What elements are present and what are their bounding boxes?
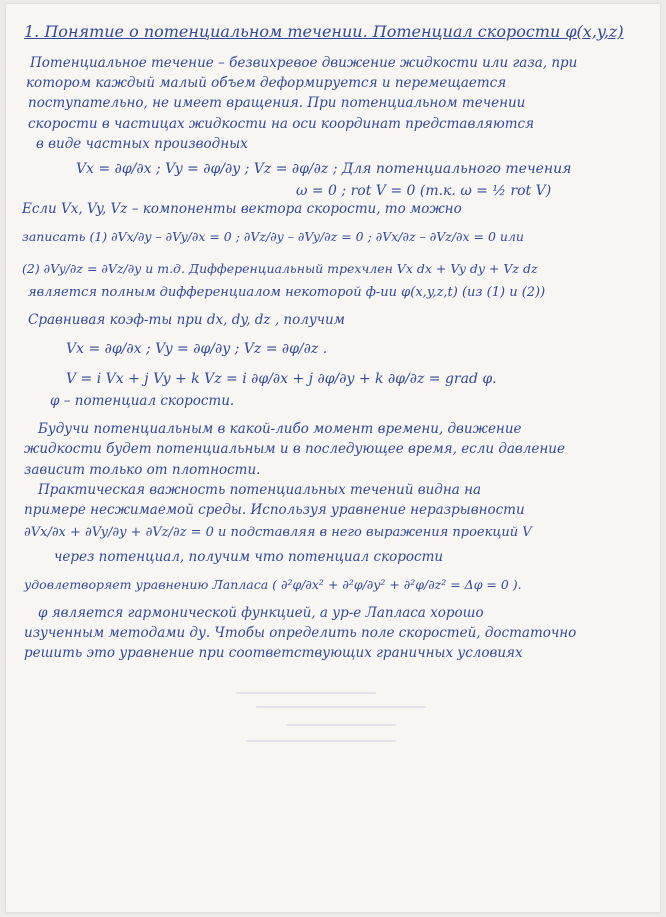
text-line: поступательно, не имеет вращения. При потенциальном течении <box>28 95 526 111</box>
text-line: Потенциальное течение – безвихревое движение жидкости или газа, при <box>30 55 578 71</box>
text-line: котором каждый малый объем деформируется и перемещается <box>26 75 507 91</box>
formula-line: (2) ∂Vy/∂z = ∂Vz/∂y и т.д. Дифференциальный трехчлен Vx dx + Vy dy + Vz dz <box>22 261 538 276</box>
formula-line: Vx = ∂φ/∂x ; Vy = ∂φ/∂y ; Vz = ∂φ/∂z . <box>66 341 328 357</box>
text-line: Если Vx, Vy, Vz – компоненты вектора скорости, то можно <box>22 201 462 217</box>
text-line: через потенциал, получим что потенциал скорости <box>54 549 444 565</box>
text-line: зависит только от плотности. <box>24 462 261 478</box>
text-line: примере несжимаемой среды. Используя уравнение неразрывности <box>24 502 525 518</box>
text-line: изученным методами ду. Чтобы определить поле скоростей, достаточно <box>24 625 577 641</box>
formula-line: Vx = ∂φ/∂x ; Vy = ∂φ/∂y ; Vz = ∂φ/∂z ; Для потенциального течения <box>76 161 572 177</box>
text-line: решить это уравнение при соответствующих граничных условиях <box>24 645 523 661</box>
formula-line: ∂Vx/∂x + ∂Vy/∂y + ∂Vz/∂z = 0 и подставляя в него выражения проекций V <box>24 525 532 540</box>
formula-line: записать (1) ∂Vx/∂y – ∂Vy/∂x = 0 ; ∂Vz/∂y – ∂Vy/∂z = 0 ; ∂Vx/∂z – ∂Vz/∂x = 0 или <box>22 229 524 244</box>
text-line: является полным дифференциалом некоторой ф-ии φ(x,y,z,t) (из (1) и (2)) <box>28 285 546 300</box>
show-through-marks <box>226 684 466 754</box>
text-line: φ – потенциал скорости. <box>50 393 235 409</box>
text-line: Практическая важность потенциальных течений видна на <box>38 482 482 498</box>
text-line: Будучи потенциальным в какой-либо момент времени, движение <box>38 421 522 437</box>
text-line: скорости в частицах жидкости на оси координат представляются <box>28 116 535 132</box>
paper-sheet <box>6 4 660 912</box>
text-line: жидкости будет потенциальным и в последующее время, если давление <box>24 441 565 457</box>
formula-line: ω = 0 ; rot V = 0 (т.к. ω = ½ rot V) <box>296 183 552 199</box>
text-line: φ является гармонической функцией, а ур-е Лапласа хорошо <box>38 605 484 621</box>
text-line: в виде частных производных <box>36 136 248 152</box>
formula-line: удовлетворяет уравнению Лапласа ( ∂²φ/∂x² + ∂²φ/∂y² + ∂²φ/∂z² = Δφ = 0 ). <box>24 577 522 592</box>
formula-line: V = i Vx + j Vy + k Vz = i ∂φ/∂x + j ∂φ/∂y + k ∂φ/∂z = grad φ. <box>66 371 497 387</box>
page-title: 1. Понятие о потенциальном течении. Потенциал скорости φ(x,y,z) <box>24 22 624 41</box>
text-line: Сравнивая коэф-ты при dx, dy, dz , получим <box>28 312 345 328</box>
